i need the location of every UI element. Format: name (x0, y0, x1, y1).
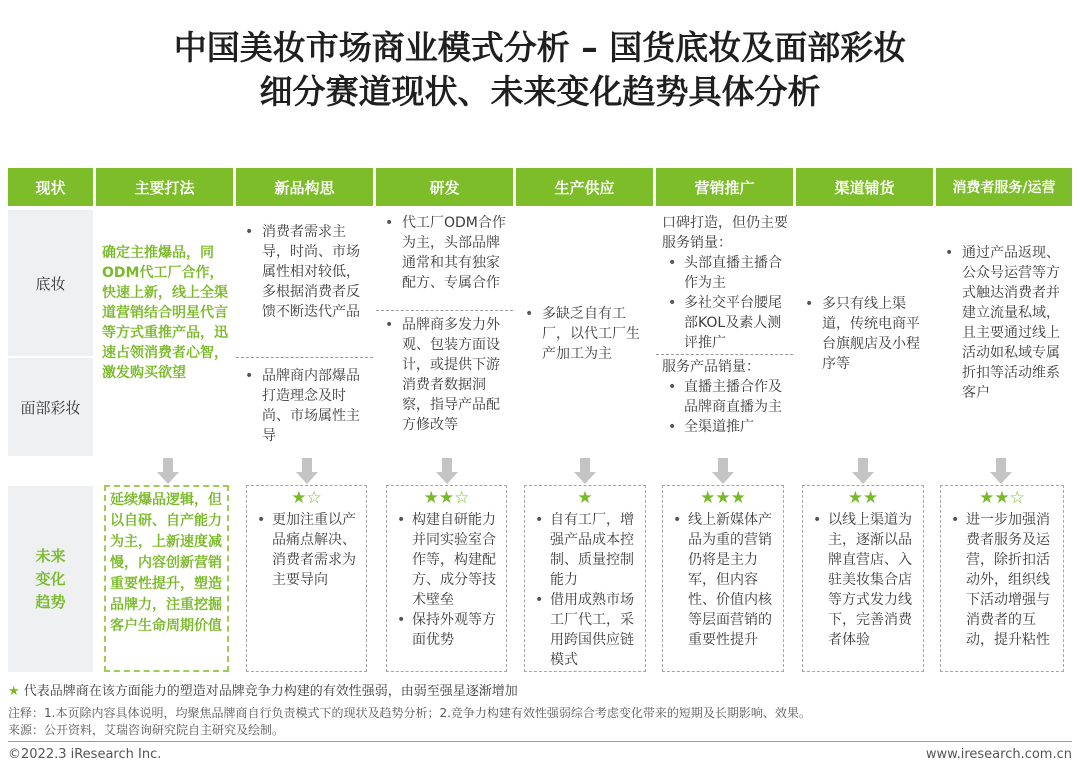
future-rd: • 构建自研能力并同实验室合作等，构建配方、成分等技术壁垒 • 保持外观等方面优势 (388, 510, 505, 650)
arrow-down-icon (990, 458, 1012, 484)
divider-marketing (656, 354, 793, 355)
arrow-down-icon (296, 458, 318, 484)
header-service: 消费者服务/运营 (936, 168, 1072, 206)
marketing-base: 口碑打造，但仍主要服务销量： • 头部直播主播合作为主 • 多社交平台腰尾部KOL及素人测评推广 (656, 213, 792, 353)
marketing-face: 服务产品销量： • 直播主播合作及品牌商直播为主 • 全渠道推广 (656, 357, 792, 437)
new-product-face: • 品牌商内部爆品打造理念及时尚、市场属性主导 (236, 366, 370, 446)
arrow-down-icon (712, 458, 734, 484)
star-rating-rd: ★★☆ (423, 488, 470, 508)
star-rating-new-product: ★☆ (291, 488, 322, 508)
channel-current: • 多只有线上渠道，传统电商平台旗舰店及小程序等 (796, 294, 932, 374)
row-label-face: 面部彩妆 (8, 358, 93, 456)
star-rating-service: ★★☆ (979, 488, 1025, 508)
service-current: • 通过产品返现、公众号运营等方式触达消费者并建立流量私域，且主要通过线上活动如私域专属折扣等活动维系客户 (936, 243, 1072, 403)
legend (8, 680, 518, 699)
header-status: 现状 (8, 168, 93, 206)
row-label-base: 底妆 (8, 210, 93, 356)
future-new-product: • 更加注重以产品痛点解决、消费者需求为主要导向 (248, 510, 365, 590)
star-icon: ★ (8, 684, 20, 699)
future-supply: • 自有工厂，增强产品成本控制、质量控制能力 • 借用成熟市场工厂代工，采用跨国供应链模式 (526, 510, 644, 670)
website-link[interactable]: www.iresearch.com.cn (925, 747, 1072, 762)
new-product-base: • 消费者需求主导，时尚、市场属性相对较低，多根据消费者反馈不断迭代产品 (236, 222, 370, 322)
copyright: ©2022.3 iResearch Inc. (8, 747, 162, 762)
rd-face: • 品牌商多发力外观、包装方面设计，或提供下游消费者数据洞察，指导产品配方修改等 (376, 315, 512, 435)
header-rd: 研发 (376, 168, 513, 206)
note-text: 注释：1.本页除内容具体说明，均聚焦品牌商自行负责模式下的现状及趋势分析；2.竞争力构建有效性强弱综合考虑变化带来的短期及长期影响、效果。 (8, 706, 811, 720)
header-marketing: 营销推广 (656, 168, 793, 206)
header-supply: 生产供应 (516, 168, 653, 206)
future-channel: • 以线上渠道为主，逐渐以品牌直营店、入驻美妆集合店等方式发力线下，完善消费者体验 (804, 510, 922, 650)
future-strategy: 延续爆品逻辑，但以自研、自产能力为主，上新速度减慢，内容创新营销重要性提升，塑造品牌力，注重挖掘客户生命周期价值 (110, 492, 222, 634)
footer-divider (8, 741, 1072, 742)
header-strategy: 主要打法 (96, 168, 233, 206)
title-line-2: 细分赛道现状、未来变化趋势具体分析 (259, 72, 821, 111)
star-rating-marketing: ★★★ (700, 488, 746, 508)
strategy-current: 确定主推爆品，同ODM代工厂合作，快速上新，线上全渠道营销结合明星代言等方式重推产品，迅速占领消费者心智，激发购买欲望 (102, 245, 228, 381)
page-title (0, 26, 1080, 114)
star-rating-channel: ★★ (847, 488, 879, 508)
arrow-down-icon (436, 458, 458, 484)
title-line-1: 中国美妆市场商业模式分析 – 国货底妆及面部彩妆 (173, 28, 907, 67)
divider-rd (376, 310, 513, 311)
notes (8, 705, 811, 739)
arrow-down-icon (157, 458, 179, 484)
supply-current: • 多缺乏自有工厂，以代工厂生产加工为主 (516, 304, 652, 364)
arrow-down-icon (852, 458, 874, 484)
legend-text: 代表品牌商在该方面能力的塑造对品牌竞争力构建的有效性强弱，由弱至强星逐渐增加 (23, 684, 518, 699)
header-channel: 渠道铺货 (796, 168, 933, 206)
future-marketing: • 线上新媒体产品为重的营销仍将是主力军，但内容性、价值内核等层面营销的重要性提升 (664, 510, 782, 650)
divider-new-product (236, 357, 373, 358)
row-label-future: 未来 变化 趋势 (8, 486, 93, 672)
source-text: 来源：公开资料，艾瑞咨询研究院自主研究及绘制。 (8, 723, 285, 737)
arrow-down-icon (574, 458, 596, 484)
header-new-product: 新品构思 (236, 168, 373, 206)
future-service: • 进一步加强消费者服务及运营，除折扣活动外，组织线下活动增强与消费者的互动，提升粘性 (942, 510, 1062, 650)
star-rating-supply: ★ (577, 488, 593, 508)
rd-base: • 代工厂ODM合作为主，头部品牌通常和其有独家配方、专属合作 (376, 213, 512, 293)
